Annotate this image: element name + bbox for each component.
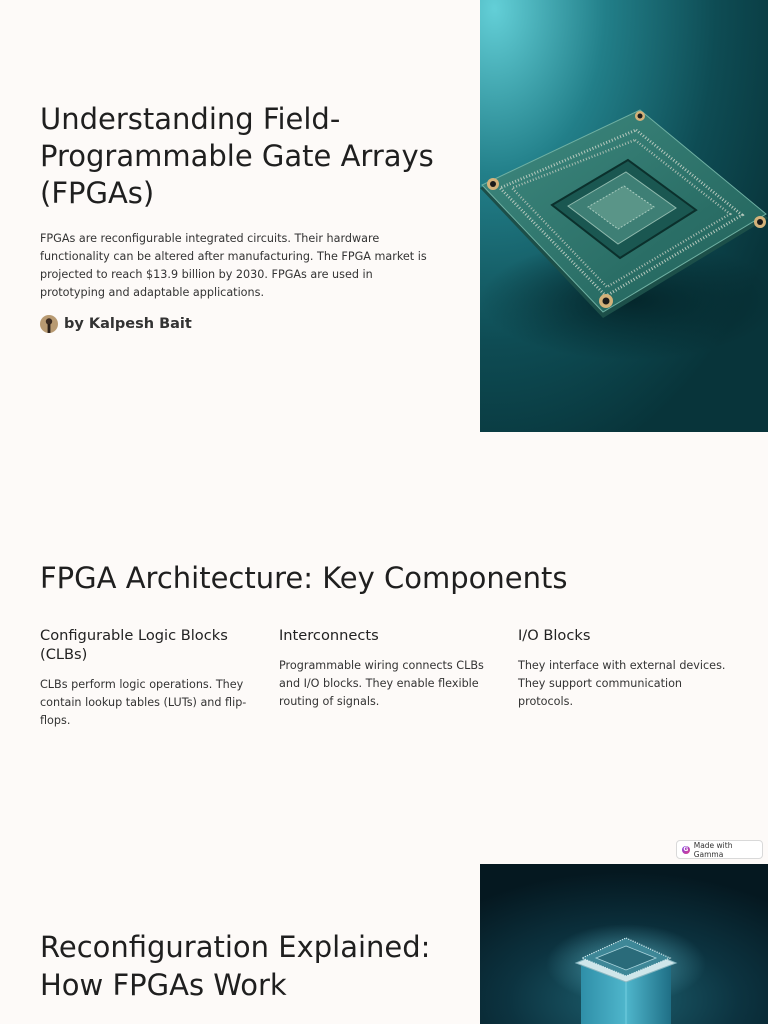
component-card-interconnects (279, 626, 501, 711)
badge-label: Made with Gamma (693, 840, 733, 859)
component-card-clbs (40, 626, 262, 730)
author-byline (40, 314, 192, 334)
slide-title: Reconfiguration Explained: How FPGAs Work (40, 930, 431, 1002)
component-heading: Interconnects (279, 627, 379, 644)
author-name: by Kalpesh Bait (64, 316, 192, 332)
component-description: Programmable wiring connects CLBs and I/O blocks. They enable flexible routing of signals. (279, 659, 484, 708)
slide-title: Understanding Field-Programmable Gate Arrays (FPGAs) (40, 102, 434, 210)
reconfiguration-slide (0, 864, 768, 1024)
architecture-slide (0, 432, 768, 864)
chip-tower-image (480, 864, 768, 1024)
made-with-gamma-badge[interactable] (676, 840, 763, 859)
component-heading: I/O Blocks (518, 627, 591, 644)
title-slide (0, 0, 768, 432)
slide-title: FPGA Architecture: Key Components (40, 561, 568, 595)
component-card-io-blocks (518, 626, 740, 711)
avatar (40, 315, 58, 333)
gamma-logo-icon: G (683, 845, 689, 853)
intro-paragraph: FPGAs are reconfigurable integrated circuits. Their hardware functionality can be altered after manufacturing. The FPGA market is projected to reach $13.9 billion by 2030. FPGAs are used in prototyping and adaptable applications. (40, 232, 427, 299)
component-description: CLBs perform logic operations. They contain lookup tables (LUTs) and flip-flops. (40, 678, 247, 727)
component-description: They interface with external devices. They support communication protocols. (518, 659, 726, 708)
component-heading: Configurable Logic Blocks (CLBs) (40, 627, 228, 663)
fpga-board-image (480, 0, 768, 432)
